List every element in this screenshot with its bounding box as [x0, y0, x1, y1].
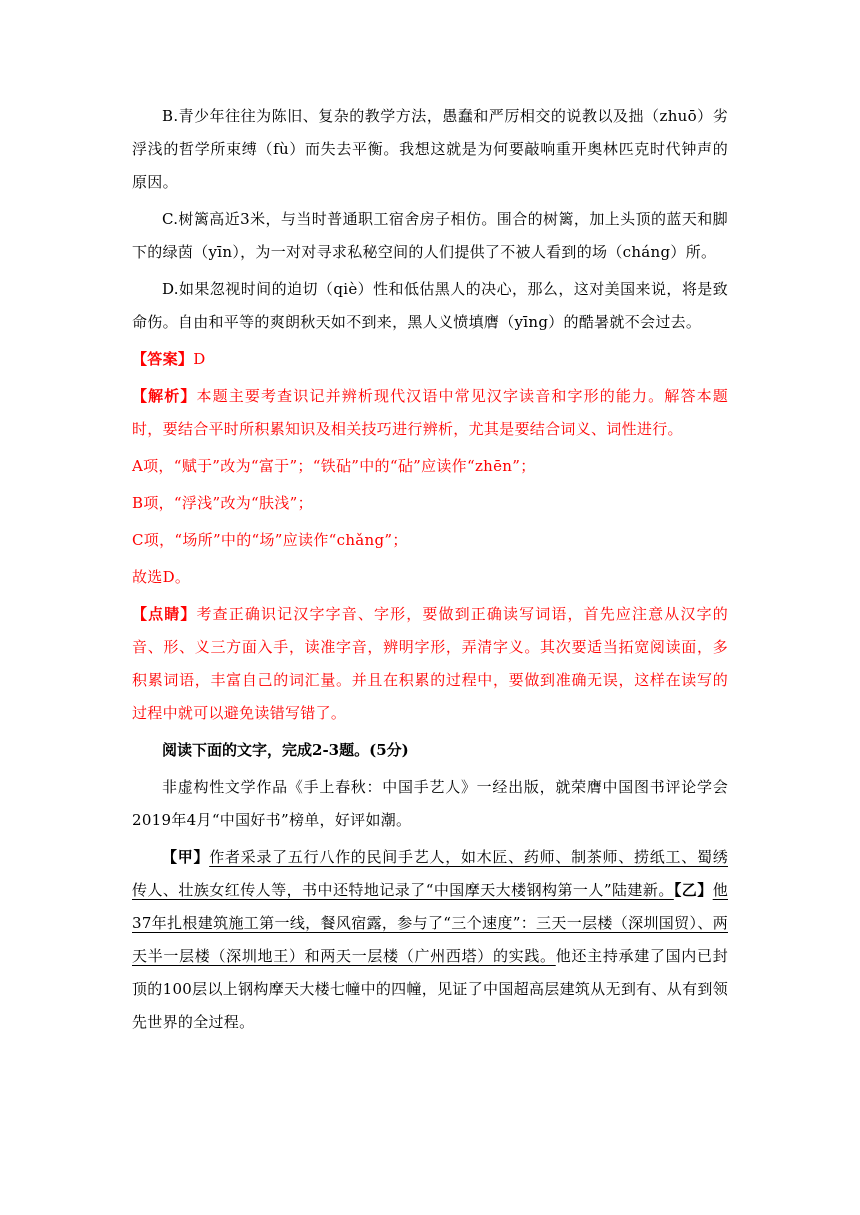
jia-underlined-sentence: 作者采录了五行八作的民间手艺人，如木匠、药师、制茶师、捞纸工、蜀绣传人、壮族女红传人等，书中还特地记录了“中国摩天大楼钢构第一人”陆建新。 [132, 848, 728, 899]
yi-marker: 【乙】 [673, 881, 713, 899]
analysis-label: 【解析】 [132, 387, 197, 405]
reading-paragraph-2 [132, 841, 728, 1039]
reading-paragraph-1: 非虚构性文学作品《手上春秋：中国手艺人》一经出版，就荣膺中国图书评论学会2019年4月“中国好书”榜单，好评如潮。 [132, 778, 728, 829]
tip-paragraph [132, 598, 728, 730]
reading-paragraph-2-rest: 他还主持承建了国内已封顶的100层以上钢构摩天大楼七幢中的四幢，见证了中国超高层建筑从无到有、从有到领先世界的全过程。 [132, 947, 728, 1031]
analysis-conclusion: 故选D。 [132, 568, 191, 586]
answer-label: 【答案】 [132, 350, 194, 368]
answer-value: D [193, 350, 206, 368]
option-d: D.如果忽视时间的迫切（qiè）性和低估黑人的决心，那么，这对美国来说，将是致命伤。自由和平等的爽朗秋天如不到来，黑人义愤填膺（yīng）的酷暑就不会过去。 [132, 280, 728, 331]
jia-marker: 【甲】 [162, 848, 210, 866]
yi-underlined-sentence: 他37年扎根建筑施工第一线，餐风宿露，参与了“三个速度”：三天一层楼（深圳国贸）、两天半一层楼（深圳地王）和两天一层楼（广州西塔）的实践。 [132, 881, 728, 965]
analysis-text: 本题主要考查识记并辨析现代汉语中常见汉字读音和字形的能力。解答本题时，要结合平时所积累知识及相关技巧进行辨析，尤其是要结合词义、词性进行。 [132, 387, 729, 438]
reading-instruction: 阅读下面的文字，完成2-3题。(5分) [162, 741, 409, 759]
analysis-item-b: B项，“浮浅”改为“肤浅”； [132, 494, 313, 512]
analysis-item-c: C项，“场所”中的“场”应读作“chǎng”； [132, 531, 408, 549]
document-page [132, 100, 728, 1043]
tip-text: 考查正确识记汉字字音、字形，要做到正确读写词语，首先应注意从汉字的音、形、义三方面入手，读准字音，辨明字形，弄清字义。其次要适当拓宽阅读面，多积累词语，丰富自己的词汇量。并且在积累的过程中，要做到准确无误，这样在读写的过程中就可以避免读错写错了。 [132, 605, 729, 722]
option-c: C.树篱高近3米，与当时普通职工宿舍房子相仿。围合的树篱，加上头顶的蓝天和脚下的绿茵（yīn），为一对对寻求私秘空间的人们提供了不被人看到的场（cháng）所。 [132, 210, 728, 261]
analysis-paragraph [132, 380, 728, 446]
analysis-item-a: A项，“赋于”改为“富于”；“铁砧”中的“砧”应读作“zhēn”； [132, 457, 536, 475]
answer-line [132, 343, 728, 376]
tip-label: 【点睛】 [132, 605, 197, 623]
option-b: B.青少年往往为陈旧、复杂的教学方法，愚蠢和严厉相交的说教以及拙（zhuō）劣浮浅的哲学所束缚（fù）而失去平衡。我想这就是为何要敲响重开奥林匹克时代钟声的原因。 [132, 107, 728, 191]
